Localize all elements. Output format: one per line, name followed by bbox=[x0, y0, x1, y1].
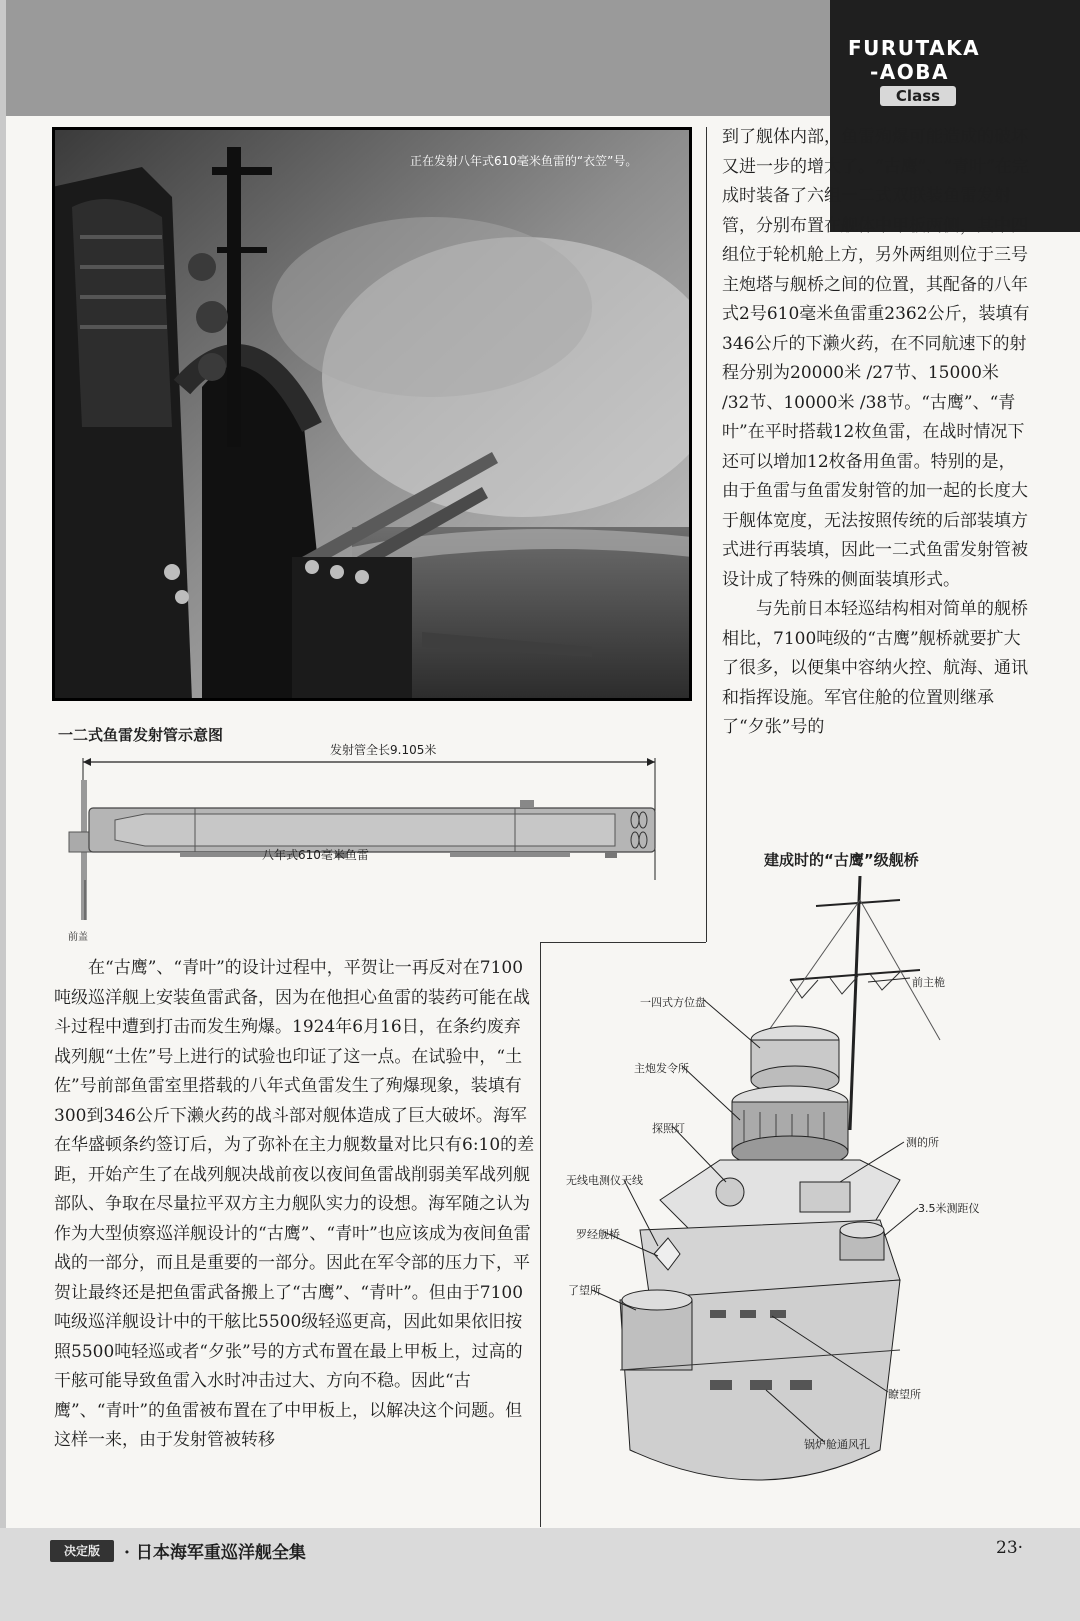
right-column-text bbox=[722, 123, 1030, 743]
torpedo-label: 八年式610毫米鱼雷 bbox=[262, 848, 369, 862]
series-title-line1: FURUTAKA bbox=[848, 36, 981, 60]
bridge-title: 建成时的“古鹰”级舰桥 bbox=[764, 851, 919, 869]
page-number: 23· bbox=[996, 1538, 1024, 1558]
photo-caption: 正在发射八年式610毫米鱼雷的“衣笠”号。 bbox=[410, 154, 638, 168]
bridge-illustration bbox=[540, 870, 1060, 1510]
left-column-text bbox=[54, 954, 536, 1456]
paragraph: 到了舰体内部，鱼雷殉爆可能造成的破坏又进一步的增大了。“古鹰”、“青叶”在完成时装备了六组一二式双联装鱼雷发射管，分别布置在舰体中甲板两侧，其中四组位于轮机舱上方，另外两组则位于三号主炮塔与舰桥之间的位置，其配备的八年式2号610毫米鱼雷重2362公斤，装填有346公斤的下濑火药，在不同航速下的射程分别为20000米 /27节、15000米 /32节、10000米 /38节。“古鹰”、“青叶”在平时搭载12枚鱼雷，在战时情况下还可以增加12枚备用鱼雷。特别的是，由于鱼雷与鱼雷发射管的加一起的长度大于舰体宽度，无法按照传统的后部装填方式进行再装填，因此一二式鱼雷发射管被设计成了特殊的侧面装填形式。 bbox=[722, 127, 1030, 590]
class-badge: Class bbox=[880, 86, 956, 106]
label-rangefinder: 3.5米测距仪 bbox=[918, 1202, 980, 1215]
page-edge bbox=[0, 0, 6, 1621]
label-boiler-vent: 锅炉舱通风孔 bbox=[804, 1438, 870, 1451]
series-title-line2: -AOBA bbox=[870, 60, 950, 84]
photo-illustration bbox=[52, 127, 692, 701]
label-compass-bridge: 罗经舰桥 bbox=[576, 1228, 620, 1241]
front-cover-label: 前盖 bbox=[68, 932, 88, 943]
column-divider bbox=[706, 127, 707, 942]
paragraph: 在“古鹰”、“青叶”的设计过程中，平贺让一再反对在7100吨级巡洋舰上安装鱼雷武备，因为在他担心鱼雷的装药可能在战斗过程中遭到打击而发生殉爆。1924年6月16日，在条约废弃战列舰“土佐”号上进行的试验也印证了这一点。在试验中，“土佐”号前部鱼雷室里搭载的八年式鱼雷发生了殉爆现象，装填有300到346公斤下濑火药的战斗部对舰体造成了巨大破坏。海军在华盛顿条约签订后，为了弥补在主力舰数量对比只有6:10的差距，开始产生了在战列舰决战前夜以夜间鱼雷战削弱美军战列舰部队、争取在尽量拉平双方主力舰队实力的设想。海军随之认为作为大型侦察巡洋舰设计的“古鹰”、“青叶”也应该成为夜间鱼雷战的一部分，而且是重要的一部分。因此在军令部的压力下，平贺让最终还是把鱼雷武备搬上了“古鹰”、“青叶”。但由于7100吨级巡洋舰设计中的干舷比5500级轻巡更高，因此如果依旧按照5500吨轻巡或者“夕张”号的方式布置在最上甲板上，过高的干舷可能导致鱼雷入水时冲击过大、方向不稳。因此“古鹰”、“青叶”的鱼雷被布置在了中甲板上，以解决这个问题。但这样一来，由于发射管被转移 bbox=[54, 958, 535, 1450]
label-searchlight: 探照灯 bbox=[652, 1122, 685, 1135]
label-director: 一四式方位盘 bbox=[640, 996, 706, 1009]
header-band bbox=[0, 0, 830, 116]
label-main-gun-control: 主炮发令所 bbox=[634, 1062, 689, 1075]
label-foremast: 前主桅 bbox=[912, 976, 945, 989]
tube-length-label: 发射管全长9.105米 bbox=[330, 743, 437, 757]
footer-title: · 日本海军重巡洋舰全集 bbox=[124, 1543, 306, 1563]
paragraph: 与先前日本轻巡结构相对简单的舰桥相比，7100吨级的“古鹰”舰桥就要扩大了很多，以便集中容纳火控、航海、通讯和指挥设施。军官住舱的位置则继承了“夕张”号的 bbox=[722, 599, 1028, 737]
label-radio-df: 无线电测仪天线 bbox=[566, 1174, 643, 1187]
label-measurement: 测的所 bbox=[906, 1136, 939, 1149]
label-lookout: 了望所 bbox=[568, 1284, 601, 1297]
ship-photo bbox=[52, 127, 692, 701]
footer-badge: 决定版 bbox=[50, 1540, 114, 1562]
label-observation: 瞭望所 bbox=[888, 1388, 921, 1401]
diagram-title: 一二式鱼雷发射管示意图 bbox=[58, 726, 224, 744]
